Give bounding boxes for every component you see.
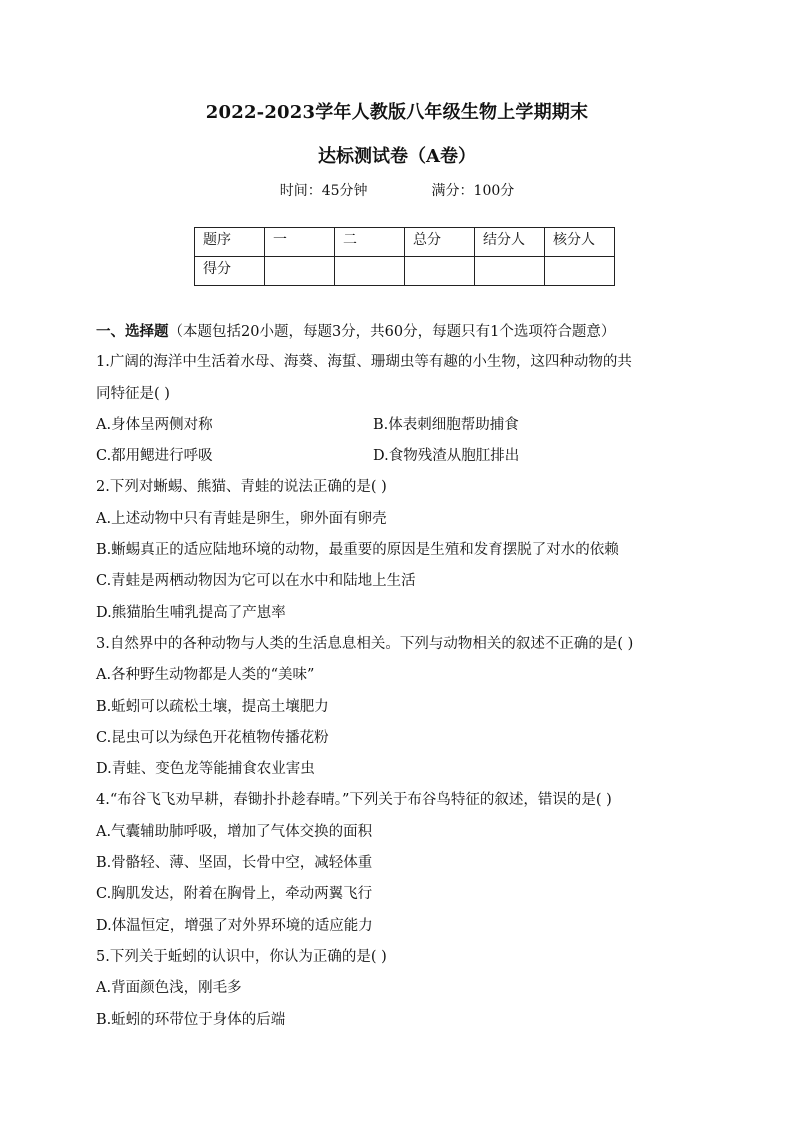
score-table-cell: 一: [265, 228, 335, 257]
exam-title-line2: 达标测试卷（A卷）: [318, 146, 476, 167]
score-table-header-row: [195, 228, 615, 257]
exam-title-line1: 2022-2023学年人教版八年级生物上学期期末: [205, 102, 589, 123]
option-b: B.蚯蚓的环带位于身体的后端: [96, 1011, 286, 1028]
question-stem: 3.自然界中的各种动物与人类的生活息息相关。下列与动物相关的叙述不正确的是( ): [96, 635, 634, 652]
score-table-cell: [265, 257, 335, 286]
section-note: （本题包括20小题，每题3分，共60分，每题只有1个选项符合题意）: [168, 324, 616, 340]
question-stem: 同特征是( ): [96, 385, 170, 402]
option-a: A.气囊辅助肺呼吸，增加了气体交换的面积: [96, 823, 373, 840]
option-d: D.食物残渣从胞肛排出: [373, 448, 520, 465]
score-table-score-row: [195, 257, 615, 286]
exam-time: 时间：45分钟: [279, 183, 368, 199]
option-d: D.体温恒定，增强了对外界环境的适应能力: [96, 917, 373, 934]
score-table-cell: 结分人: [475, 228, 545, 257]
score-table-cell: [335, 257, 405, 286]
score-table-cell: 二: [335, 228, 405, 257]
question-stem: 1.广阔的海洋中生活着水母、海葵、海蜇、珊瑚虫等有趣的小生物，这四种动物的共: [96, 354, 632, 371]
option-a: A.背面颜色浅，刚毛多: [96, 980, 242, 997]
option-c: C.昆虫可以为绿色开花植物传播花粉: [96, 729, 329, 746]
option-c: C.胸肌发达，附着在胸骨上，牵动两翼飞行: [96, 886, 373, 903]
exam-full-score: 满分：100分: [431, 183, 515, 199]
option-d: D.青蛙、变色龙等能捕食农业害虫: [96, 761, 315, 778]
section-heading: [96, 316, 696, 347]
exam-meta: [0, 180, 794, 200]
score-table-cell: 总分: [405, 228, 475, 257]
score-table-cell: [405, 257, 475, 286]
option-row: [96, 441, 696, 472]
option-row: [96, 410, 696, 441]
option-b: B.蚯蚓可以疏松土壤，提高土壤肥力: [96, 698, 329, 715]
question-stem: 4.“布谷飞飞劝早耕，春锄扑扑趁春晴。”下列关于布谷鸟特征的叙述，错误的是( ): [96, 792, 612, 809]
score-table: [194, 227, 615, 286]
section-label: 一、选择题: [96, 323, 169, 340]
score-table-cell: 核分人: [545, 228, 615, 257]
option-b: B.蜥蜴真正的适应陆地环境的动物，最重要的原因是生殖和发育摆脱了对水的依赖: [96, 542, 619, 559]
score-table-cell: 得分: [195, 257, 265, 286]
question-stem: 5.下列关于蚯蚓的认识中，你认为正确的是( ): [96, 948, 387, 965]
option-a: A.上述动物中只有青蛙是卵生，卵外面有卵壳: [96, 510, 387, 527]
score-table-cell: 题序: [195, 228, 265, 257]
score-table-cell: [545, 257, 615, 286]
option-d: D.熊猫胎生哺乳提高了产崽率: [96, 604, 286, 621]
option-a: A.各种野生动物都是人类的“美味”: [96, 667, 315, 684]
question-content: [96, 316, 696, 1036]
option-c: C.青蛙是两栖动物因为它可以在水中和陆地上生活: [96, 573, 416, 590]
score-table-cell: [475, 257, 545, 286]
option-b: B.骨骼轻、薄、坚固，长骨中空，减轻体重: [96, 855, 373, 872]
option-c: C.都用鳃进行呼吸: [96, 448, 213, 465]
option-a: A.身体呈两侧对称: [96, 416, 213, 433]
question-stem: 2.下列对蜥蜴、熊猫、青蛙的说法正确的是( ): [96, 479, 387, 496]
option-b: B.体表刺细胞帮助捕食: [373, 416, 519, 433]
